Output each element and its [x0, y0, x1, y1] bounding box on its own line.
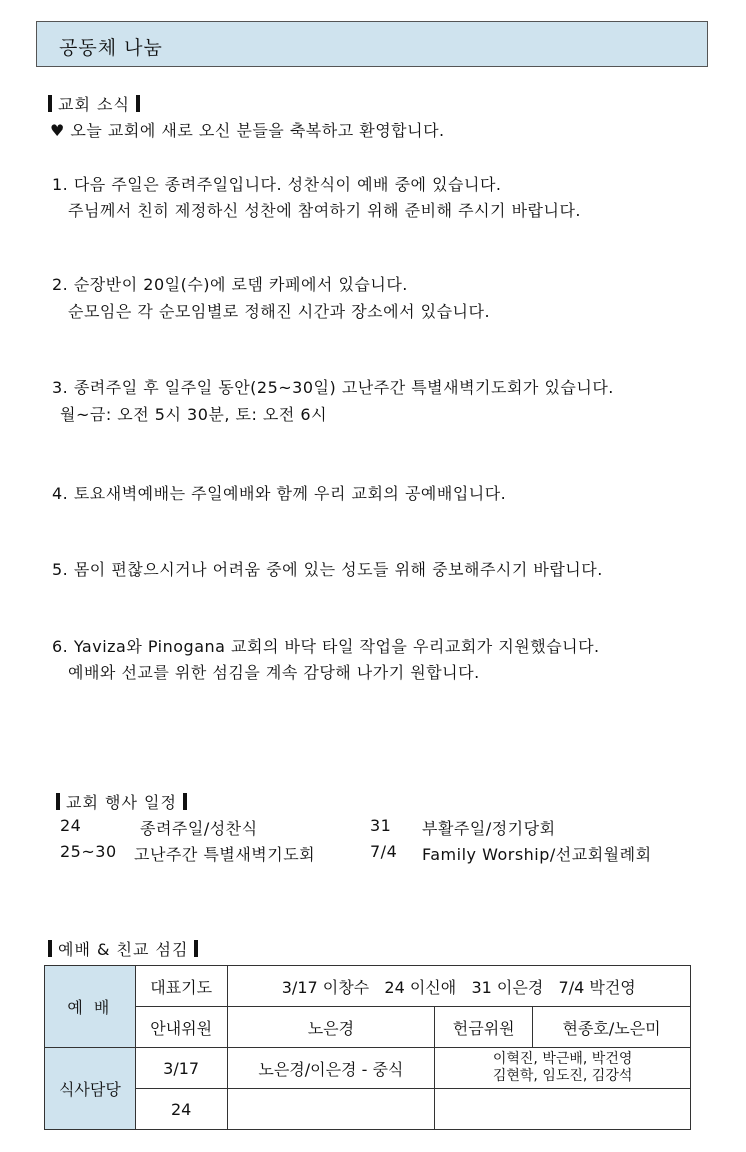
usher-label: 안내위원: [135, 1007, 227, 1048]
news-item-2-line2: 순모임은 각 순모임별로 정해진 시간과 장소에서 있습니다.: [68, 302, 491, 321]
offering-value: 현종호/노은미: [533, 1007, 691, 1048]
page-title: 공동체 나눔: [59, 37, 163, 59]
service-table: [44, 965, 691, 1130]
prayer-value: 3/17 이창수 24 이신애 31 이은경 7/4 박건영: [227, 966, 690, 1007]
news-item-3-line2: 월~금: 오전 5시 30분, 토: 오전 6시: [60, 405, 328, 424]
news-item-4-line1: 4. 토요새벽예배는 주일예배와 함께 우리 교회의 공예배입니다.: [52, 484, 507, 503]
news-item-6-line1: 6. Yaviza와 Pinogana 교회의 바닥 타일 작업을 우리교회가 지원했습니다.: [52, 637, 600, 656]
worship-label-cell: [45, 966, 136, 1048]
news-heading: 교회 소식: [48, 92, 140, 115]
offering-label: 헌금위원: [435, 1007, 533, 1048]
meal-helpers-line2: 김현학, 임도진, 김강석: [492, 1068, 633, 1084]
schedule-event: 종려주일/성찬식: [140, 819, 258, 838]
service-heading: 예배 & 친교 섬김: [48, 937, 198, 960]
meal-helpers: [435, 1048, 691, 1089]
schedule-event: Family Worship/선교회월례회: [422, 845, 652, 864]
meal-team: [227, 1089, 435, 1130]
meal-helpers: [435, 1089, 691, 1130]
welcome-line: ♥ 오늘 교회에 새로 오신 분들을 축복하고 환영합니다.: [50, 121, 445, 140]
news-item-6-line2: 예배와 선교를 위한 섬김을 계속 감당해 나가기 원합니다.: [68, 663, 480, 682]
schedule-date: 7/4: [370, 842, 398, 861]
meal-helpers-line1: 이혁진, 박근배, 박건영: [492, 1051, 633, 1067]
news-item-3-line1: 3. 종려주일 후 일주일 동안(25~30일) 고난주간 특별새벽기도회가 있습니다.: [52, 378, 614, 397]
schedule-event: 고난주간 특별새벽기도회: [134, 845, 316, 864]
worship-label: 예 배: [67, 998, 113, 1017]
schedule-event: 부활주일/정기당회: [422, 819, 556, 838]
meal-label: 식사담당: [45, 1048, 136, 1130]
schedule-date: 25~30: [60, 842, 117, 861]
news-item-2-line1: 2. 순장반이 20일(수)에 로뎀 카페에서 있습니다.: [52, 275, 408, 294]
meal-team: 노은경/이은경 - 중식: [227, 1048, 435, 1089]
schedule-heading: 교회 행사 일정: [56, 790, 187, 813]
meal-date: 3/17: [135, 1048, 227, 1089]
news-item-1-line1: 1. 다음 주일은 종려주일입니다. 성찬식이 예배 중에 있습니다.: [52, 175, 502, 194]
news-item-5-line1: 5. 몸이 편찮으시거나 어려움 중에 있는 성도들 위해 중보해주시기 바랍니다.: [52, 560, 603, 579]
schedule-date: 24: [60, 816, 82, 835]
header-bar: [36, 21, 708, 67]
meal-date: 24: [135, 1089, 227, 1130]
schedule-date: 31: [370, 816, 392, 835]
news-item-1-line2: 주님께서 친히 제정하신 성찬에 참여하기 위해 준비해 주시기 바랍니다.: [68, 201, 581, 220]
prayer-label: 대표기도: [135, 966, 227, 1007]
usher-value: 노은경: [227, 1007, 435, 1048]
